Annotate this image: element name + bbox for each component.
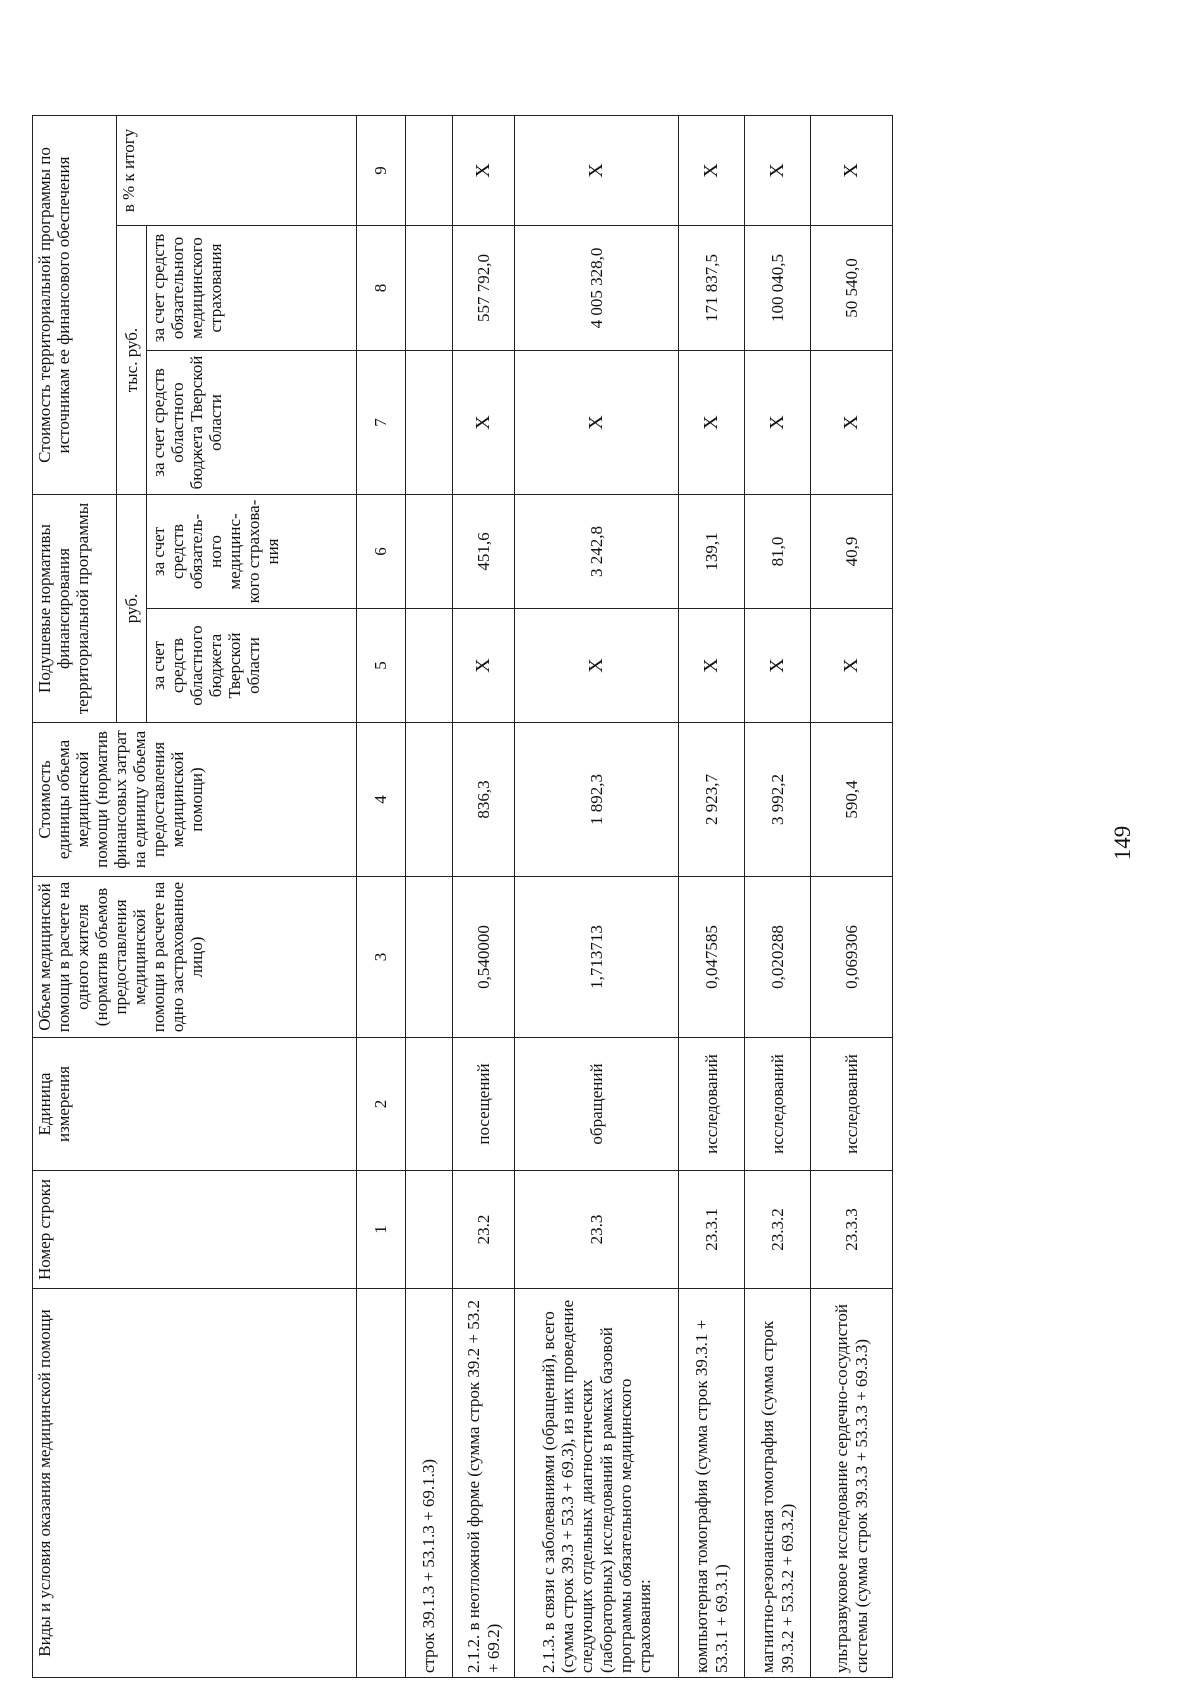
table-row	[515, 116, 679, 1678]
row-number: 23.3	[515, 1171, 679, 1289]
column-number: 3	[357, 877, 406, 1038]
row-number: 23.3.3	[811, 1171, 893, 1289]
row-oms-thousand: 171 837,5	[679, 226, 745, 351]
row-number: 23.3.1	[679, 1171, 745, 1289]
column-number: 7	[357, 351, 406, 495]
table-row	[453, 116, 515, 1678]
row-unit: исследований	[811, 1038, 893, 1171]
row-oms-rub: 451,6	[453, 495, 515, 609]
header-row-number: Номер строки	[33, 1171, 357, 1289]
header-program-cost: Стоимость территориальной программы по источникам ее финансового обеспечения	[33, 116, 117, 495]
table-row	[745, 116, 811, 1678]
financing-table	[32, 115, 893, 1678]
page-number: 149	[1110, 825, 1135, 861]
row-oms-thousand: 557 792,0	[453, 226, 515, 351]
row-percent: X	[515, 116, 679, 226]
row-unit: исследований	[745, 1038, 811, 1171]
row-number: 23.2	[453, 1171, 515, 1289]
row-budget-rub: X	[811, 609, 893, 723]
row-name: магнитно-резонансная томография (сумма строк 39.3.2 + 53.3.2 + 69.3.2)	[745, 1289, 811, 1678]
column-number: 4	[357, 723, 406, 877]
row-volume: 0,020288	[745, 877, 811, 1038]
header-budget-thousand: за счет средств областного бюджета Тверской области	[147, 351, 357, 495]
row-budget-rub: X	[679, 609, 745, 723]
row-volume: 0,540000	[453, 877, 515, 1038]
row-cost: 2 923,7	[679, 723, 745, 877]
row-percent: X	[679, 116, 745, 226]
header-percent: в % к итогу	[117, 116, 357, 226]
row-name: 2.1.3. в связи с заболеваниями (обращений), всего (сумма строк 39.3 + 53.3 + 69.3), из них проведение следующих отдельных диагностических (лабораторных) исследований в рамках базовой программы обязательного медицинского страхования:	[515, 1289, 679, 1678]
column-number: 2	[357, 1038, 406, 1171]
row-budget-thousand: X	[745, 351, 811, 495]
row-percent: X	[453, 116, 515, 226]
header-percapita: Подушевые нормативы финансирования территориальной программы	[33, 495, 117, 723]
column-number: 8	[357, 226, 406, 351]
row-percent: X	[811, 116, 893, 226]
column-number: 5	[357, 609, 406, 723]
row-oms-rub: 40,9	[811, 495, 893, 609]
row-volume: 0,069306	[811, 877, 893, 1038]
row-budget-rub: X	[745, 609, 811, 723]
row-volume: 0,047585	[679, 877, 745, 1038]
continuation-text: строк 39.1.3 + 53.1.3 + 69.1.3)	[406, 1289, 453, 1678]
row-name: ультразвуковое исследование сердечно-сосудистой системы (сумма строк 39.3.3 + 53.3.3 + 69.3.3)	[811, 1289, 893, 1678]
header-budget-rub: за счет средств областного бюджета Тверской области	[147, 609, 357, 723]
row-unit: посещений	[453, 1038, 515, 1171]
row-budget-rub: X	[515, 609, 679, 723]
row-unit: обращений	[515, 1038, 679, 1171]
header-unit-rub: руб.	[117, 495, 147, 723]
row-cost: 1 892,3	[515, 723, 679, 877]
row-budget-thousand: X	[811, 351, 893, 495]
row-oms-thousand: 100 040,5	[745, 226, 811, 351]
column-number: 1	[357, 1171, 406, 1289]
row-cost: 590,4	[811, 723, 893, 877]
row-cost: 836,3	[453, 723, 515, 877]
header-unit-cost: Стоимость единицы объема медицинской помощи (норматив финансовых затрат на единицу объема предоставления медицинской помощи)	[33, 723, 357, 877]
header-unit: Единица измерения	[33, 1038, 357, 1171]
header-oms-rub: за счет средств обязатель-ного медицинс-кого страхова-ния	[147, 495, 357, 609]
row-oms-thousand: 50 540,0	[811, 226, 893, 351]
column-number	[357, 1289, 406, 1678]
header-kinds: Виды и условия оказания медицинской помощи	[33, 1289, 357, 1678]
table-row	[679, 116, 745, 1678]
row-budget-thousand: X	[515, 351, 679, 495]
row-oms-thousand: 4 005 328,0	[515, 226, 679, 351]
column-number: 9	[357, 116, 406, 226]
row-name: 2.1.2. в неотложной форме (сумма строк 39.2 + 53.2 + 69.2)	[453, 1289, 515, 1678]
row-oms-rub: 3 242,8	[515, 495, 679, 609]
row-number: 23.3.2	[745, 1171, 811, 1289]
column-number: 6	[357, 495, 406, 609]
row-percent: X	[745, 116, 811, 226]
header-volume: Объем медицинской помощи в расчете на одного жителя (норматив объемов предоставления медицинской помощи в расчете на одно застрахованное лицо)	[33, 877, 357, 1038]
row-budget-thousand: X	[679, 351, 745, 495]
row-oms-rub: 139,1	[679, 495, 745, 609]
column-numbers-row	[357, 116, 406, 1678]
row-budget-thousand: X	[453, 351, 515, 495]
table-row	[811, 116, 893, 1678]
row-cost: 3 992,2	[745, 723, 811, 877]
header-oms-thousand: за счет средств обязательного медицинского страхования	[147, 226, 357, 351]
row-name: компьютерная томография (сумма строк 39.3.1 + 53.3.1 + 69.3.1)	[679, 1289, 745, 1678]
continuation-row	[406, 116, 453, 1678]
header-unit-thousand-rub: тыс. руб.	[117, 226, 147, 495]
row-budget-rub: X	[453, 609, 515, 723]
row-unit: исследований	[679, 1038, 745, 1171]
row-oms-rub: 81,0	[745, 495, 811, 609]
row-volume: 1,713713	[515, 877, 679, 1038]
